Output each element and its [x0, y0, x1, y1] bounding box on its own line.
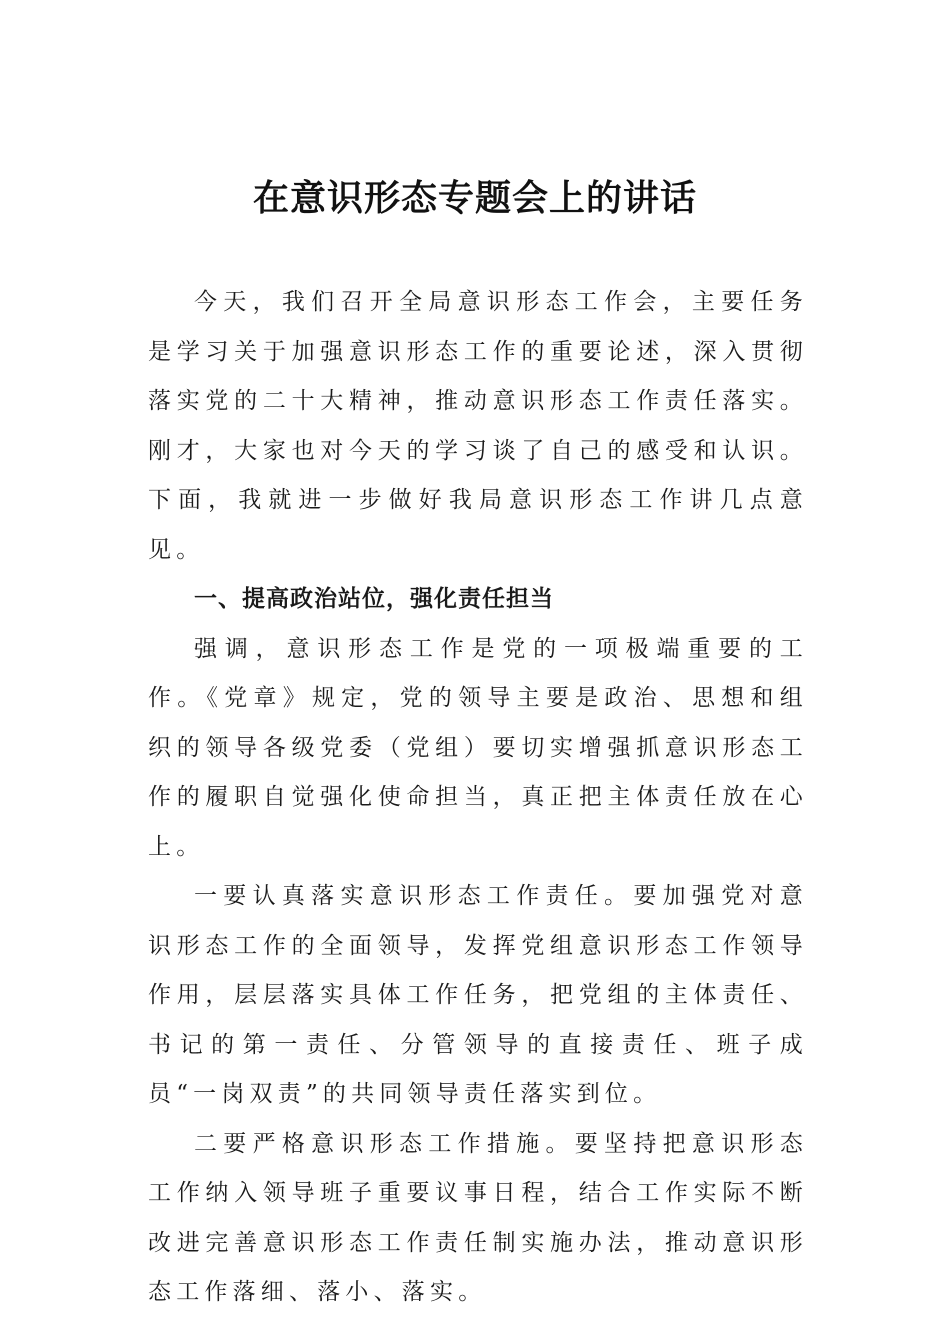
document-title: 在意识形态专题会上的讲话 — [252, 177, 697, 219]
paragraph-intro: 今天，我们召开全局意识形态工作会，主要任务是学习关于加强意识形态工作的重要论述，深入贯彻落实党的二十大精神，推动意识形态工作责任落实。刚才，大家也对今天的学习谈了自己的感受和认识。下面，我就进一步做好我局意识形态工作讲几点意见。 — [148, 289, 808, 563]
paragraph-point-2: 二要严格意识形态工作措施。要坚持把意识形态工作纳入领导班子重要议事日程，结合工作实际不断改进完善意识形态工作责任制实施办法，推动意识形态工作落细、落小、落实。 — [148, 1130, 808, 1305]
paragraph-point-1: 一要认真落实意识形态工作责任。要加强党对意识形态工作的全面领导，发挥党组意识形态工作领导作用，层层落实具体工作任务，把党组的主体责任、书记的第一责任、分管领导的直接责任、班子成员“一岗双责”的共同领导责任落实到位。 — [148, 883, 808, 1107]
document-body — [148, 278, 808, 1318]
section-heading-1: 一、提高政治站位，强化责任担当 — [194, 586, 554, 612]
paragraph-emphasis: 强调，意识形态工作是党的一项极端重要的工作。《党章》规定，党的领导主要是政治、思想和组织的领导各级党委（党组）要切实增强抓意识形态工作的履职自觉强化使命担当，真正把主体责任放在心上。 — [148, 635, 808, 860]
